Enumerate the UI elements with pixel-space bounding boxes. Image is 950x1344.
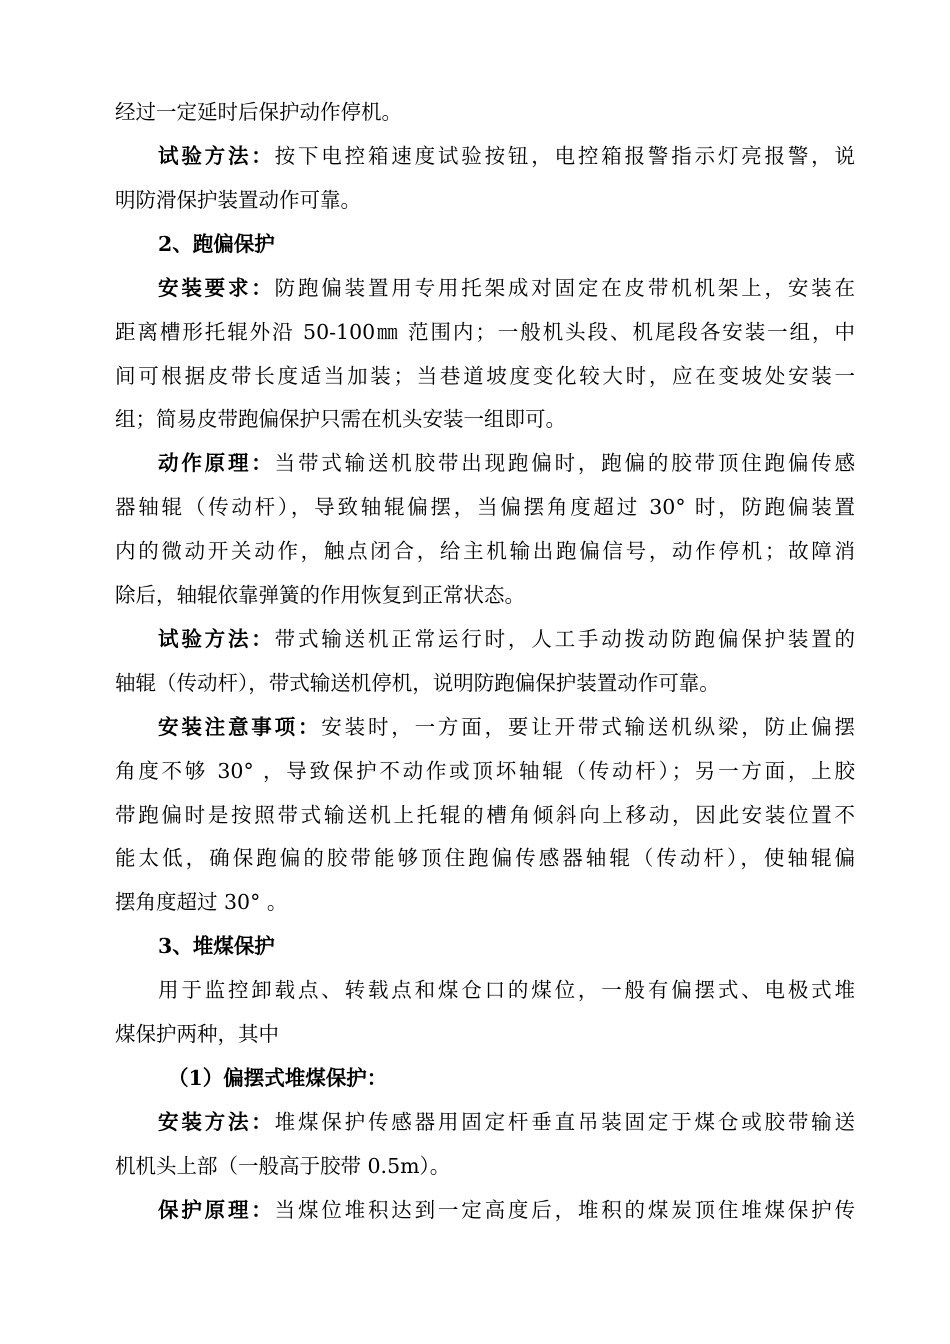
paragraph-line: 器轴辊（传动杆），导致轴辊偏摆，当偏摆角度超过 30° 时，防跑偏装置	[115, 495, 855, 519]
paragraph-line: 机机头上部（一般高于胶带 0.5m）。	[115, 1154, 451, 1178]
paragraph-line: 安装方法：堆煤保护传感器用固定杆垂直吊装固定于煤仓或胶带输送	[158, 1110, 856, 1134]
bold-label: 试验方法：	[158, 144, 275, 168]
paragraph-line: 能太低，确保跑偏的胶带能够顶住跑偏传感器轴辊（传动杆），使轴辊偏	[115, 846, 855, 870]
bold-label: 安装要求：	[158, 276, 275, 300]
bold-label: 安装注意事项：	[158, 715, 322, 739]
paragraph-line: 间可根据皮带长度适当加装；当巷道坡度变化较大时，应在变坡处安装一	[115, 364, 855, 388]
section-heading: 2、跑偏保护	[158, 232, 275, 256]
paragraph-line: 轴辊（传动杆），带式输送机停机，说明防跑偏保护装置动作可靠。	[115, 671, 720, 695]
paragraph-line: 角度不够 30° ，导致保护不动作或顶坏轴辊（传动杆）；另一方面，上胶	[115, 759, 855, 783]
paragraph-line: 试验方法：按下电控箱速度试验按钮，电控箱报警指示灯亮报警，说	[158, 144, 856, 168]
paragraph-line: 带跑偏时是按照带式输送机上托辊的槽角倾斜向上移动，因此安装位置不	[115, 803, 855, 827]
paragraph-line: 煤保护两种，其中	[115, 1022, 279, 1046]
paragraph-line: 距离槽形托辊外沿 50-100㎜ 范围内；一般机头段、机尾段各安装一组，中	[115, 320, 855, 344]
paragraph-line: 经过一定延时后保护动作停机。	[115, 100, 402, 124]
paragraph-line: 除后，轴辊依靠弹簧的作用恢复到正常状态。	[115, 583, 525, 607]
paragraph-line: 组；简易皮带跑偏保护只需在机头安装一组即可。	[115, 407, 566, 431]
bold-label: 安装方法：	[158, 1110, 275, 1134]
paragraph-line: 动作原理：当带式输送机胶带出现跑偏时，跑偏的胶带顶住跑偏传感	[158, 451, 856, 475]
bold-label: 保护原理：	[158, 1198, 275, 1222]
paragraph-line: 保护原理：当煤位堆积达到一定高度后，堆积的煤炭顶住堆煤保护传	[158, 1198, 856, 1222]
paragraph-line: 用于监控卸载点、转载点和煤仓口的煤位，一般有偏摆式、电极式堆	[158, 978, 855, 1002]
section-heading: 3、堆煤保护	[158, 934, 275, 958]
subsection-heading: （1）偏摆式堆煤保护：	[168, 1066, 388, 1090]
paragraph-line: 明防滑保护装置动作可靠。	[115, 188, 361, 212]
paragraph-line: 内的微动开关动作，触点闭合，给主机输出跑偏信号，动作停机；故障消	[115, 539, 855, 563]
paragraph-line: 试验方法：带式输送机正常运行时，人工手动拨动防跑偏保护装置的	[158, 627, 856, 651]
bold-label: 动作原理：	[158, 451, 275, 475]
paragraph-line: 安装要求：防跑偏装置用专用托架成对固定在皮带机机架上，安装在	[158, 276, 856, 300]
paragraph-line: 摆角度超过 30° 。	[115, 890, 288, 914]
paragraph-line: 安装注意事项：安装时，一方面，要让开带式输送机纵梁，防止偏摆	[158, 715, 856, 739]
bold-label: 试验方法：	[158, 627, 275, 651]
